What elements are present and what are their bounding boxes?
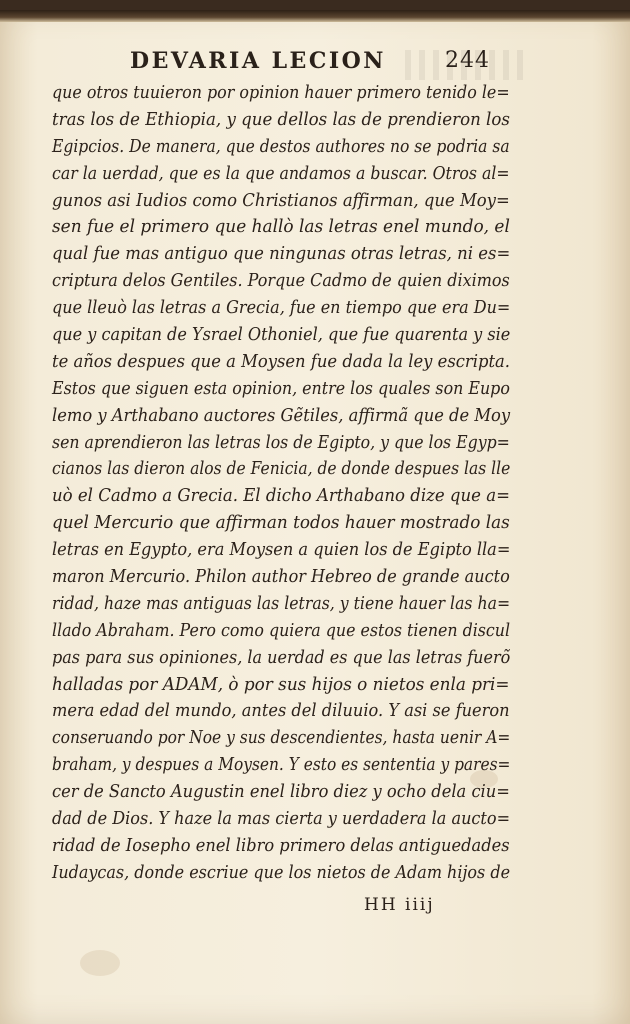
text-line: pas para sus opiniones, la uerdad es que las letras fuerõ [52, 647, 511, 668]
page-header [130, 48, 490, 82]
text-line: cianos las dieron alos de Fenicia, de donde despues las lle [52, 459, 511, 480]
page-top-edge [0, 10, 630, 22]
text-line: que otros tuuieron por opinion hauer primero tenido le= [52, 83, 510, 103]
text-line: que lleuò las letras a Grecia, fue en tiempo que era Du= [52, 298, 511, 319]
text-line: car la uerdad, que es la que andamos a buscar. Otros al= [52, 163, 510, 184]
text-line: cer de Sancto Augustin enel libro diez y ocho dela ciu= [52, 782, 510, 803]
text-line: sen fue el primero que hallò las letras enel mundo, el [52, 217, 510, 238]
text-line: que y capitan de Ysrael Othoniel, que fue quarenta y sie [52, 325, 511, 346]
text-line: braham, y despues a Moysen. Y esto es sententia y pares= [52, 755, 511, 776]
text-line: qual fue mas antiguo que ningunas otras letras, ni es= [52, 244, 511, 265]
text-line: ridad de Iosepho enel libro primero delas antiguedades [52, 835, 510, 856]
text-line: sen aprendieron las letras los de Egipto, y que los Egyp= [52, 432, 510, 453]
foxing-spot [80, 950, 120, 976]
text-line: Estos que siguen esta opinion, entre los quales son Eupo [52, 378, 510, 399]
text-line: te años despues que a Moysen fue dada la ley escripta. [52, 351, 510, 372]
text-line: letras en Egypto, era Moysen a quien los de Egipto lla= [52, 540, 511, 561]
text-line: gunos asi Iudios como Christianos affirman, que Moy= [52, 190, 510, 211]
signature-mark: HH iiij [364, 895, 435, 915]
page-number: 244 [445, 48, 490, 73]
body-text [52, 80, 510, 887]
text-line: quel Mercurio que affirman todos hauer mostrado las [52, 513, 510, 534]
text-line: halladas por ADAM, ò por sus hijos o nietos enla pri= [52, 674, 510, 695]
running-title: DEVARIA LECION [130, 48, 386, 74]
book-page [0, 10, 630, 1024]
text-line: dad de Dios. Y haze la mas cierta y uerdadera la aucto= [52, 809, 511, 830]
text-line: maron Mercurio. Philon author Hebreo de grande aucto [52, 567, 510, 588]
text-line: llado Abraham. Pero como quiera que estos tienen discul [52, 620, 511, 641]
text-line: criptura delos Gentiles. Porque Cadmo de quien diximos [52, 271, 510, 292]
text-line: conseruando por Noe y sus descendientes, hasta uenir A= [52, 728, 511, 749]
text-line: uò el Cadmo a Grecia. El dicho Arthabano dize que a= [52, 486, 510, 507]
text-line: lemo y Arthabano auctores Gẽtiles, affirmã que de Moy [52, 405, 511, 426]
text-line: mera edad del mundo, antes del diluuio. Y asi se fueron [52, 701, 510, 722]
text-line: Iudaycas, donde escriue que los nietos de Adam hijos de [52, 862, 511, 883]
text-line: Egipcios. De manera, que destos authores no se podria sa [52, 136, 510, 157]
text-line: tras los de Ethiopia, y que dellos las de prendieron los [52, 109, 510, 130]
text-line: ridad, haze mas antiguas las letras, y tiene hauer las ha= [52, 593, 511, 614]
